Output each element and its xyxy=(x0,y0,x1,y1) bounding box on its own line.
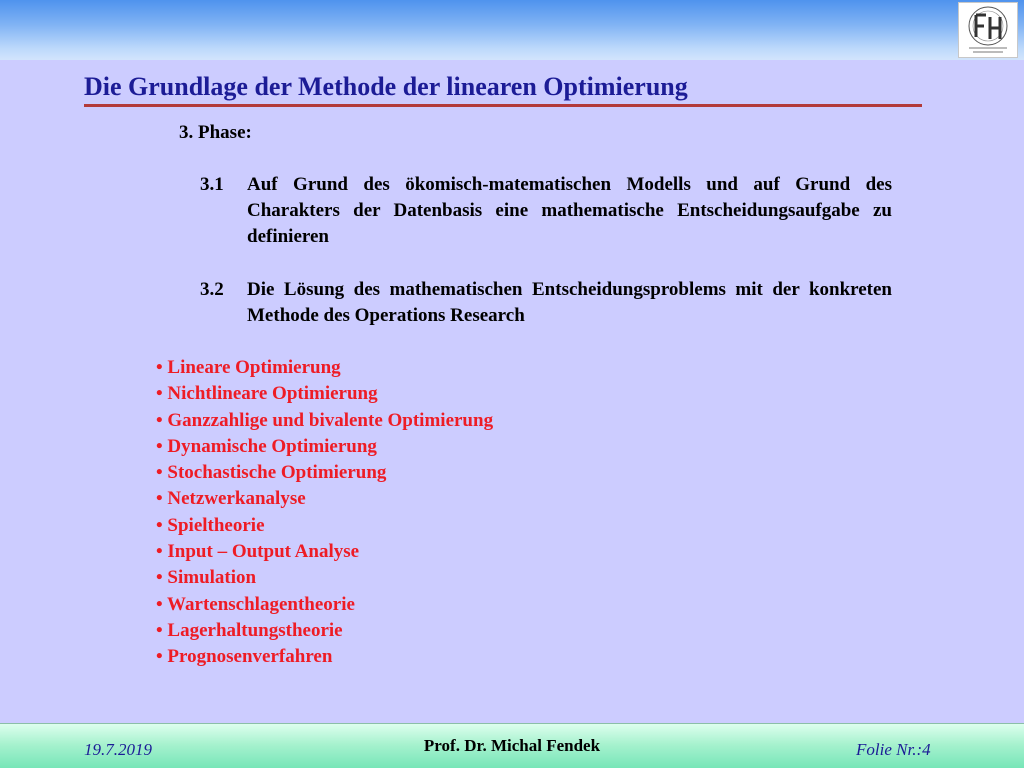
slide-number-value: 4 xyxy=(922,740,931,759)
slide-number xyxy=(856,740,931,760)
phase-heading: 3. Phase: xyxy=(179,122,252,143)
item-number: 3.1 xyxy=(200,174,224,195)
footer-date: 19.7.2019 xyxy=(84,740,152,759)
item-text: Die Lösung des mathematischen Entscheidungsproblems mit der konkreten Methode des Operations Research xyxy=(247,279,892,326)
method-item: • Wartenschlagentheorie xyxy=(156,593,355,615)
method-item: • Ganzzahlige und bivalente Optimierung xyxy=(156,409,494,431)
method-item: • Input – Output Analyse xyxy=(156,541,360,563)
item-text: Auf Grund des ökomisch-matematischen Modells und auf Grund des Charakters der Datenbasis eine mathematische Entscheidungsaufgabe zu definieren xyxy=(247,174,892,247)
methods-list xyxy=(156,355,493,671)
slide-title: Die Grundlage der Methode der linearen Optimierung xyxy=(84,72,688,101)
phase-item xyxy=(200,277,892,329)
method-item: • Stochastische Optimierung xyxy=(156,462,387,484)
item-number: 3.2 xyxy=(200,279,224,300)
footer-author: Prof. Dr. Michal Fendek xyxy=(423,736,601,755)
method-item: • Simulation xyxy=(156,567,257,589)
method-item: • Prognosenverfahren xyxy=(156,646,333,668)
method-item: • Lineare Optimierung xyxy=(156,357,341,378)
method-item: • Spieltheorie xyxy=(156,514,265,536)
title-underline xyxy=(84,104,922,107)
method-item: • Dynamische Optimierung xyxy=(156,435,377,457)
method-item: • Netzwerkanalyse xyxy=(156,488,306,510)
university-seal-icon xyxy=(959,3,1017,57)
slide-number-label: Folie Nr.: xyxy=(856,740,923,759)
phase-item xyxy=(200,172,892,250)
method-item: • Nichtlineare Optimierung xyxy=(156,383,378,405)
method-item: • Lagerhaltungstheorie xyxy=(156,619,343,641)
header-band xyxy=(0,0,1024,60)
university-logo xyxy=(958,2,1018,58)
